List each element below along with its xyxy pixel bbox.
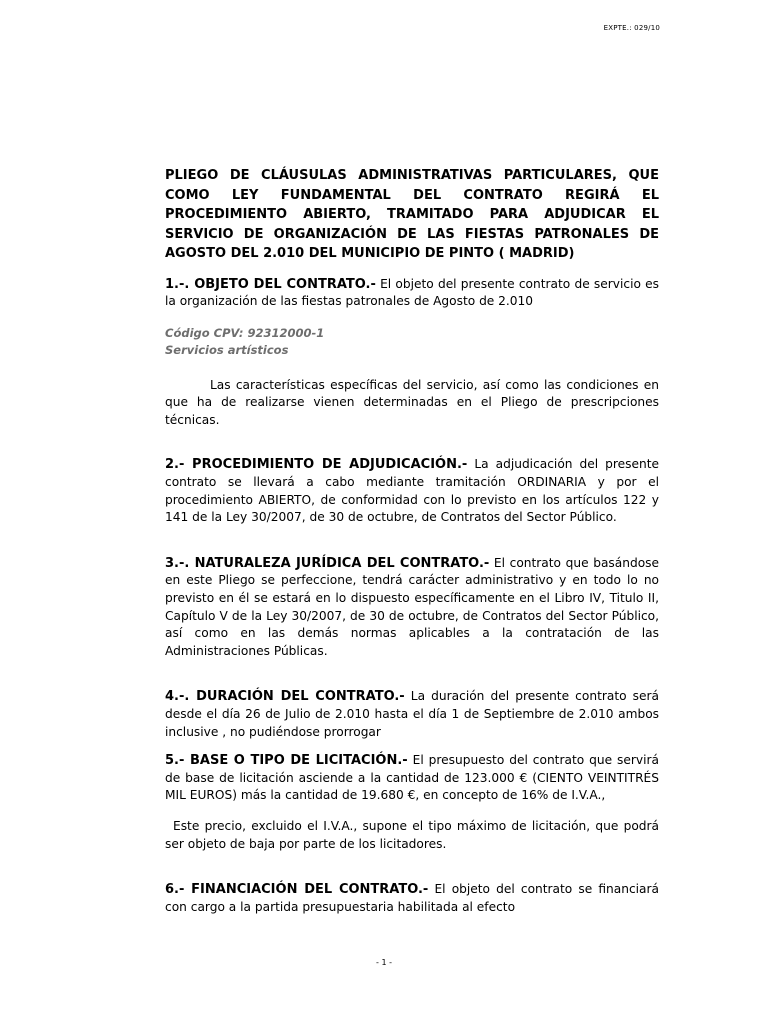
section-1-heading: 1.-. OBJETO DEL CONTRATO.-: [165, 276, 376, 292]
section-5-text: El presupuesto del contrato que servirá de base de licitación asciende a la cantidad de 123.000 € (CIENTO VEINTITRÉS MIL EUROS) más la cantidad de 19.680 €, en concepto de 16% de I.V.A.,: [165, 753, 659, 803]
section-2-text: La adjudicación del presente contrato se llevará a cabo mediante tramitación ORDINARIA y por el procedimiento ABIERTO, de conformidad con lo previsto en los artículos 122 y 141 de la Ley 30/2007, de 30 de octubre, de Contratos del Sector Público.: [165, 457, 660, 525]
section-6-heading: 6.- FINANCIACIÓN DEL CONTRATO.-: [165, 882, 429, 898]
expediente-number: EXPTE.: 029/10: [603, 24, 660, 32]
document-title: PLIEGO DE CLÁUSULAS ADMINISTRATIVAS PARTICULARES, QUE COMO LEY FUNDAMENTAL DEL CONTRATO REGIRÁ EL PROCEDIMIENTO ABIERTO, TRAMITADO PARA ADJUDICAR EL SERVICIO DE ORGANIZACIÓN DE LAS FIESTAS PATRONALES DE AGOSTO DEL 2.010 DEL MUNICIPIO DE PINTO ( MADRID): [165, 168, 659, 261]
section-1-text: El objeto del presente contrato de servicio es la organización de las fiestas patronales de Agosto de 2.010: [165, 276, 659, 309]
caracteristicas-paragraph: Las características específicas del servicio, así como las condiciones en que ha de realizarse vienen determinadas en el Pliego de prescripciones técnicas.: [165, 377, 659, 427]
page-number: - 1 -: [376, 958, 392, 967]
section-3-text: El contrato que basándose en este Pliego se perfeccione, tendrá carácter administrativo y en todo lo no previsto en él se estará en lo dispuesto específicamente en el Libro IV, Titulo II, Capítulo V de la Ley 30/2007, de 30 de octubre, de Contratos del Sector Público, así como en las demás normas aplicables a la contratación de las Administraciones Públicas.: [165, 555, 659, 658]
cpv-description: Servicios artísticos: [165, 342, 289, 357]
section-2-procedimiento: [165, 456, 659, 526]
section-5-heading: 5.- BASE O TIPO DE LICITACIÓN.-: [165, 753, 408, 769]
section-3-naturaleza: [165, 555, 659, 661]
section-3-heading: 3.-. NATURALEZA JURÍDICA DEL CONTRATO.-: [165, 555, 490, 571]
section-1-objeto: [165, 276, 659, 311]
cpv-code: Código CPV: 92312000-1: [165, 325, 325, 340]
section-4-text: La duración del presente contrato será desde el día 26 de Julio de 2.010 hasta el día 1 de Septiembre de 2.010 ambos inclusive , no pudiéndose prorrogar: [165, 689, 660, 739]
section-4-heading: 4.-. DURACIÓN DEL CONTRATO.-: [165, 689, 405, 705]
document-body: [165, 166, 659, 916]
precio-paragraph: Este precio, excluido el I.V.A., supone el tipo máximo de licitación, que podrá ser objeto de baja por parte de los licitadores.: [165, 818, 659, 851]
section-2-heading: 2.- PROCEDIMIENTO DE ADJUDICACIÓN.-: [165, 457, 468, 473]
section-6-text: El objeto del contrato se financiará con cargo a la partida presupuestaria habilitada al efecto: [165, 882, 659, 914]
section-5-base-licitacion: [165, 752, 659, 805]
section-4-duracion: [165, 688, 659, 741]
section-6-financiacion: [165, 881, 659, 916]
